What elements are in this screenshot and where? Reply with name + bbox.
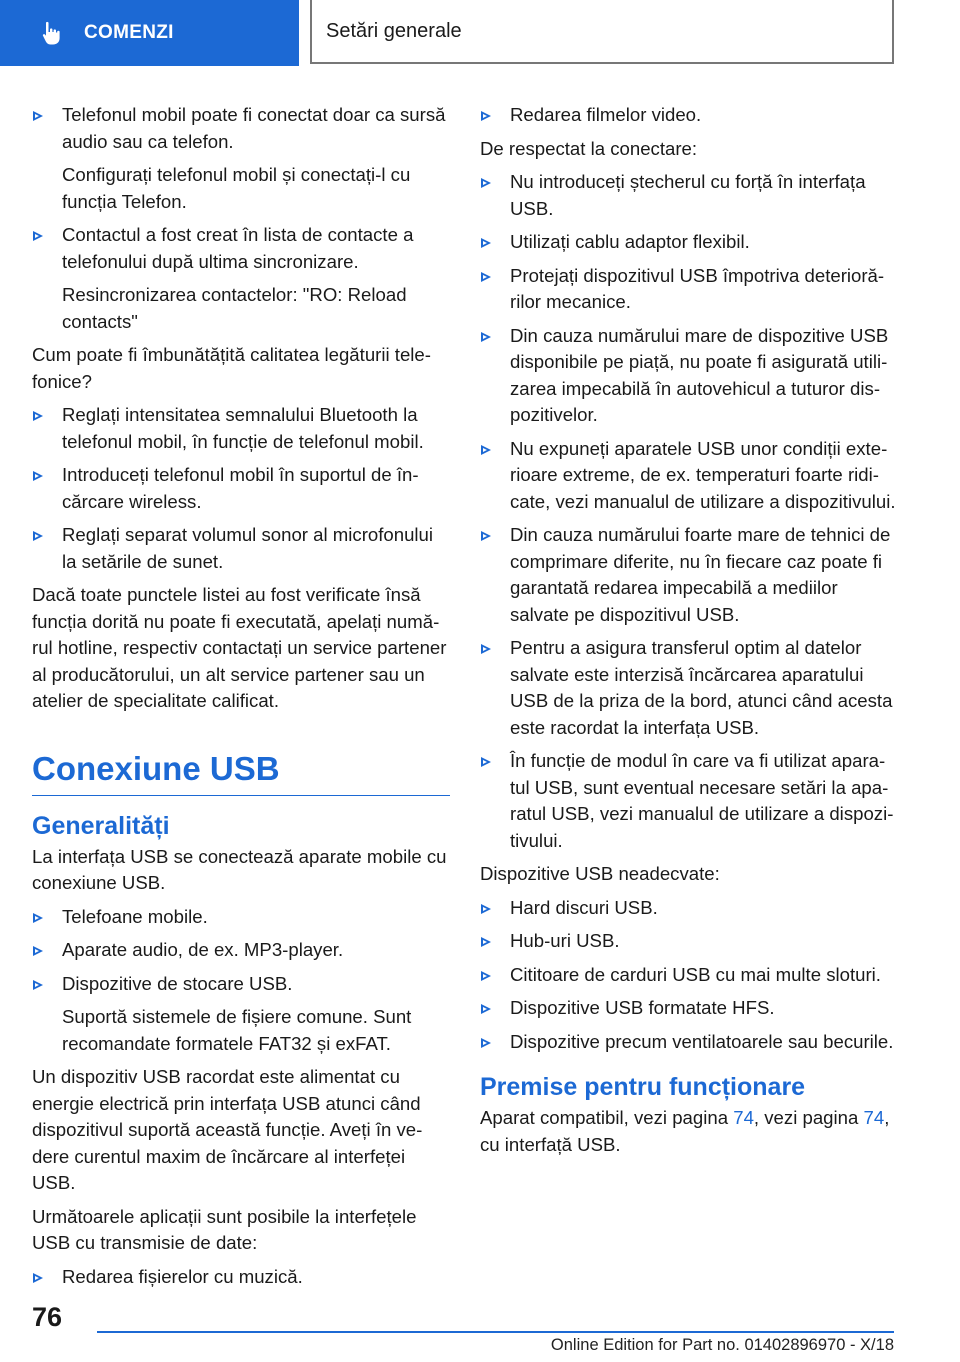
bullet-triangle-icon xyxy=(481,531,491,541)
bullet-triangle-icon xyxy=(481,178,491,188)
list-item-text: Dispozitive USB formatate HFS. xyxy=(510,997,775,1018)
section-title: Setări generale xyxy=(326,19,462,42)
bullet-triangle-icon xyxy=(33,471,43,481)
list-item-text: Hub-uri USB. xyxy=(510,930,620,951)
list-item-text: Protejați dispozitivul USB împotriva deteriorărilor mecanice. xyxy=(510,264,885,312)
bullet-triangle-icon xyxy=(481,111,491,121)
paragraph: Următoarele aplicații sunt posibile la interfețele USB cu transmisie de date: xyxy=(32,1205,417,1253)
list-item xyxy=(480,895,898,922)
paragraph-text: Aparat compatibil, vezi pagina xyxy=(480,1107,734,1128)
bullet-triangle-icon xyxy=(481,238,491,248)
list-item-text: Hard discuri USB. xyxy=(510,896,658,918)
list-item-text: Redarea fișierelor cu muzică. xyxy=(62,1265,303,1287)
bullet-triangle-icon xyxy=(481,644,491,654)
list-item xyxy=(32,904,450,931)
chapter-tab[interactable] xyxy=(0,0,299,66)
bullet-triangle-icon xyxy=(481,272,491,282)
list-item-text: Aparate audio, de ex. MP3-player. xyxy=(62,939,344,960)
list-item-text: Pentru a asigura transferul optim al datelor salvate este interzisă încărcarea aparatului USB de la priza de la bord, atunci când acesta este racordat la interfața USB. xyxy=(510,637,893,738)
bullet-triangle-icon xyxy=(481,904,491,914)
list-item xyxy=(32,402,450,455)
chapter-tab-label: COMENZI xyxy=(84,22,174,43)
list-item-text: Din cauza numărului foarte mare de tehnici de comprimare diferite, nu în fiecare caz poate fi garantată redarea impecabilă a mediilor salvate pe dispozitivul USB. xyxy=(510,524,891,625)
list-item xyxy=(480,995,898,1022)
left-column xyxy=(32,102,450,1297)
bullet-triangle-icon xyxy=(33,913,43,923)
list-item-note: Resincronizarea contactelor: "RO: Reload contacts" xyxy=(62,284,407,332)
list-item xyxy=(32,102,450,155)
page-number: 76 xyxy=(32,1302,63,1332)
list-item-text: Din cauza numărului mare de dispozitive USB disponibile pe piață, nu poate fi asigurată utilizarea impecabilă în autovehicul a tuturor dispozitivelor. xyxy=(510,324,889,425)
list-item-text: Nu expuneți aparatele USB unor condiții exterioare extreme, de ex. temperaturi foarte ridicate, vezi manualul de utilizare a dispozitivului. xyxy=(510,437,896,512)
edition-footer: Online Edition for Part no. 01402896970 - X/18 xyxy=(550,1336,894,1354)
list-item xyxy=(480,229,898,256)
section-header xyxy=(310,0,894,64)
section-heading: Generalități xyxy=(32,811,170,840)
pointing-hand-icon xyxy=(40,20,66,46)
list-item xyxy=(480,522,898,628)
paragraph: Dispozitive USB neadecvate: xyxy=(480,863,720,884)
list-item-text: În funcție de modul în care va fi utilizat aparatul USB, sunt eventual necesare setări la aparatul USB, vezi manualul de utilizare a dispozitivului. xyxy=(510,750,894,851)
list-item xyxy=(480,323,898,429)
list-item-text: Telefoane mobile. xyxy=(62,905,208,927)
list-item-text: Dispozitive precum ventilatoarele sau becurile. xyxy=(510,1030,894,1052)
list-item xyxy=(480,1029,898,1056)
bullet-triangle-icon xyxy=(481,445,491,455)
bullet-triangle-icon xyxy=(481,971,491,981)
list-item xyxy=(480,635,898,741)
paragraph xyxy=(480,1105,898,1158)
paragraph: Cum poate fi îmbunătățită calitatea legăturii telefonice? xyxy=(32,344,431,392)
list-item xyxy=(32,522,450,575)
list-item xyxy=(32,1264,450,1291)
list-item-text: Utilizați cablu adaptor flexibil. xyxy=(510,231,750,252)
list-item-text: Telefonul mobil poate fi conectat doar ca sursă audio sau ca telefon. xyxy=(62,104,446,152)
bullet-triangle-icon xyxy=(481,332,491,342)
list-item-text: Cititoare de carduri USB cu mai multe sloturi. xyxy=(510,963,881,985)
list-item xyxy=(32,937,450,964)
list-item-text: Reglați separat volumul sonor al microfonului la setările de sunet. xyxy=(62,524,434,572)
paragraph: Dacă toate punctele listei au fost verificate însă funcția dorită nu poate fi executată, apelați numărul hotline, respectiv contactați un service partener al producătorului, un alt service partener sau un atelier de specialitate calificat. xyxy=(32,584,447,711)
list-item xyxy=(480,748,898,854)
list-item xyxy=(32,971,450,998)
chapter-heading: Conexiune USB xyxy=(32,749,450,796)
list-item-text: Reglați intensitatea semnalului Bluetooth la telefonul mobil, în funcție de telefonul mobil. xyxy=(62,404,424,452)
bullet-triangle-icon xyxy=(481,1038,491,1048)
list-item xyxy=(480,263,898,316)
list-item-note: Suportă sistemele de fișiere comune. Sunt recomandate formatele FAT32 și exFAT. xyxy=(62,1006,412,1054)
right-column xyxy=(480,102,898,1165)
list-item xyxy=(32,222,450,275)
bullet-triangle-icon xyxy=(33,946,43,956)
list-item-text: Dispozitive de stocare USB. xyxy=(62,972,293,994)
page-link[interactable]: 74 xyxy=(733,1107,754,1128)
bullet-triangle-icon xyxy=(33,531,43,541)
list-item xyxy=(480,928,898,955)
bullet-triangle-icon xyxy=(481,1004,491,1014)
list-item xyxy=(480,169,898,222)
list-item-text: Nu introduceți ștecherul cu forță în interfața USB. xyxy=(510,171,866,219)
paragraph: Un dispozitiv USB racordat este alimentat cu energie electrică prin interfața USB atunci când dispozitivul suportă această funcție. Aveți în vedere curentul maxim de încărcare al interfeței USB. xyxy=(32,1066,423,1193)
bullet-triangle-icon xyxy=(33,411,43,421)
page-link[interactable]: 74 xyxy=(863,1107,885,1128)
paragraph: De respectat la conectare: xyxy=(480,137,698,159)
list-item-note: Configurați telefonul mobil și conectați-l cu funcția Telefon. xyxy=(62,164,411,212)
list-item-text: Redarea filmelor video. xyxy=(510,104,702,125)
list-item xyxy=(480,436,898,516)
paragraph: La interfața USB se conectează aparate mobile cu conexiune USB. xyxy=(32,845,447,893)
bullet-triangle-icon xyxy=(33,111,43,121)
bullet-triangle-icon xyxy=(33,980,43,990)
list-item xyxy=(480,962,898,989)
bullet-triangle-icon xyxy=(33,231,43,241)
paragraph-text: , cu interfață USB. xyxy=(480,1107,890,1155)
paragraph-text: , vezi pagina xyxy=(753,1107,864,1128)
list-item xyxy=(480,102,898,129)
bullet-triangle-icon xyxy=(33,1273,43,1283)
bullet-triangle-icon xyxy=(481,937,491,947)
section-heading: Premise pentru funcționare xyxy=(480,1073,806,1101)
list-item-text: Introduceți telefonul mobil în suportul de încărcare wireless. xyxy=(62,464,419,512)
footer-divider xyxy=(97,1331,894,1333)
bullet-triangle-icon xyxy=(481,757,491,767)
list-item-text: Contactul a fost creat în lista de contacte a telefonului după ultima sincronizare. xyxy=(62,224,414,272)
list-item xyxy=(32,462,450,515)
